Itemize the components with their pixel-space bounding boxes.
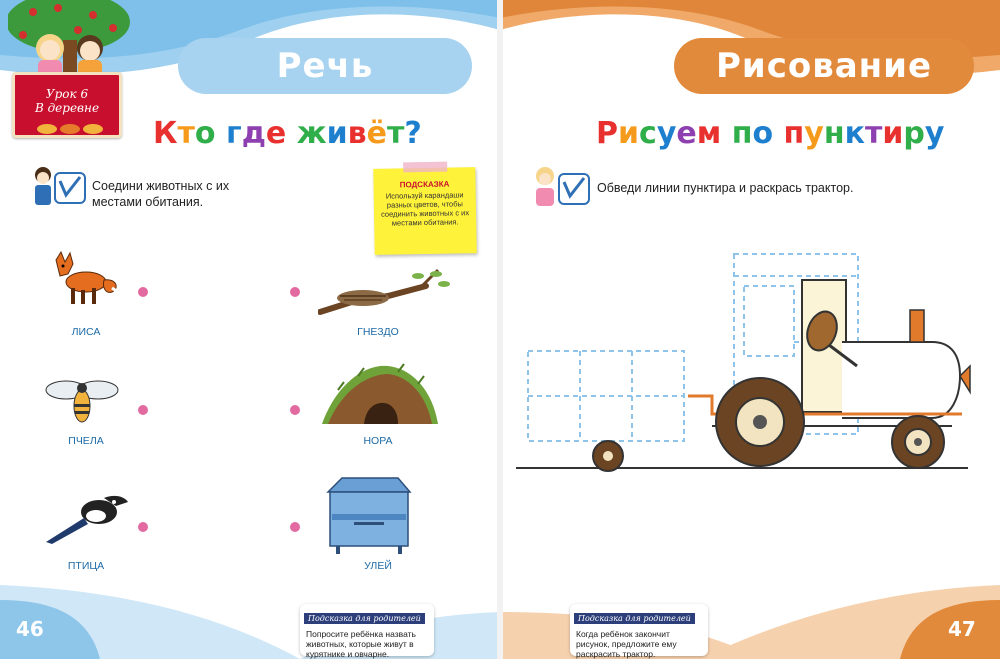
left-title-letter: т: [386, 116, 405, 151]
right-title-letter: е: [676, 116, 697, 151]
girl-pencil-icon: [531, 164, 595, 212]
burrow-picture: [318, 360, 442, 428]
hint-title: ПОДСКАЗКА: [399, 179, 450, 190]
left-title-letter: т: [177, 116, 195, 151]
right-title-letter: к: [844, 116, 865, 151]
trailer-wheel: [593, 441, 623, 471]
word-fox: ЛИСА: [71, 326, 101, 338]
left-parent-note-tab: Подсказка для родителей: [304, 613, 425, 624]
right-instruction: Обведи линии пунктира и раскрась трактор.: [597, 181, 854, 195]
page-number-left: 46: [16, 617, 44, 641]
right-title-letter: у: [804, 116, 824, 151]
left-title-letter: ?: [404, 116, 422, 151]
right-parent-note: [570, 604, 708, 659]
hint-text: Используй карандаши разных цветов, чтобы соединить животных с их местами обитания.: [380, 190, 470, 228]
connect-dot-bird[interactable]: [138, 522, 148, 532]
beehive-picture: [324, 474, 414, 556]
right-parent-note-tab: Подсказка для родителей: [574, 613, 695, 624]
right-title-letter: р: [903, 116, 925, 151]
right-page-title: [596, 116, 944, 151]
fox-picture: [46, 250, 122, 308]
left-title-letter: [286, 116, 296, 151]
left-title-letter: е: [265, 116, 287, 151]
right-title-letter: [721, 116, 731, 151]
tractor-hood: [842, 342, 960, 418]
left-title-letter: [216, 116, 226, 151]
headlight: [960, 366, 970, 392]
page-number-right: 47: [948, 617, 976, 641]
connect-dot-nest[interactable]: [290, 287, 300, 297]
word-hive: УЛЕЙ: [364, 560, 392, 572]
left-title-letter: в: [347, 116, 367, 151]
rear-wheel: [716, 378, 804, 466]
section-title-speech: [178, 38, 472, 94]
connect-dot-bee[interactable]: [138, 405, 148, 415]
right-title-letter: [773, 116, 783, 151]
connect-dot-burrow[interactable]: [290, 405, 300, 415]
connect-dot-fox[interactable]: [138, 287, 148, 297]
hint-sticky-note: [373, 167, 476, 255]
right-title-letter: м: [696, 116, 722, 151]
left-parent-note-text: Попросите ребёнка назвать животных, которые живут в курятнике и овчарне.: [306, 629, 416, 659]
right-title-letter: и: [882, 116, 904, 151]
magpie-picture: [44, 488, 132, 548]
right-title-letter: н: [823, 116, 845, 151]
word-bee: ПЧЕЛА: [68, 435, 104, 447]
left-title-letter: ж: [296, 116, 327, 151]
connect-dot-hive[interactable]: [290, 522, 300, 532]
right-title-letter: п: [731, 116, 753, 151]
right-title-letter: с: [639, 116, 657, 151]
right-title-letter: у: [924, 116, 945, 151]
left-page-title: [153, 116, 422, 151]
right-title-letter: п: [783, 116, 805, 151]
section-title-drawing-text: Рисование: [715, 46, 933, 86]
word-bird: ПТИЦА: [67, 560, 105, 572]
right-title-letter: Р: [596, 116, 618, 151]
nest-picture: [318, 266, 450, 322]
left-title-letter: К: [153, 116, 178, 151]
lesson-badge: [12, 72, 122, 138]
right-title-letter: у: [656, 116, 677, 151]
lesson-number: Урок 6: [45, 87, 89, 101]
right-parent-note-text: Когда ребёнок закончит рисунок, предложите ему раскрасить трактор.: [576, 629, 677, 659]
right-title-letter: и: [618, 116, 640, 151]
lesson-topic: В деревне: [34, 101, 100, 115]
word-nest: ГНЕЗДО: [357, 326, 399, 338]
right-title-letter: т: [864, 116, 883, 151]
boy-pencil-icon: [29, 163, 89, 211]
left-title-letter: г: [226, 116, 242, 151]
dashed-trailer: [528, 351, 684, 441]
leaves-icon: [35, 121, 105, 137]
left-title-letter: и: [326, 116, 348, 151]
tape-decoration: [403, 162, 447, 173]
bee-picture: [44, 374, 120, 426]
left-title-letter: д: [241, 116, 266, 151]
left-title-letter: о: [194, 116, 216, 151]
left-parent-note: [300, 604, 434, 659]
word-burrow: НОРА: [363, 435, 393, 447]
section-title-speech-text: Речь: [276, 46, 374, 86]
tractor-tracing-drawing[interactable]: [512, 246, 972, 482]
section-title-drawing: [674, 38, 974, 94]
right-title-letter: о: [752, 116, 774, 151]
left-title-letter: ё: [366, 116, 387, 151]
exhaust-pipe: [910, 310, 924, 342]
left-instruction: Соедини животных с их местами обитания.: [92, 179, 230, 209]
front-wheel: [892, 416, 944, 468]
